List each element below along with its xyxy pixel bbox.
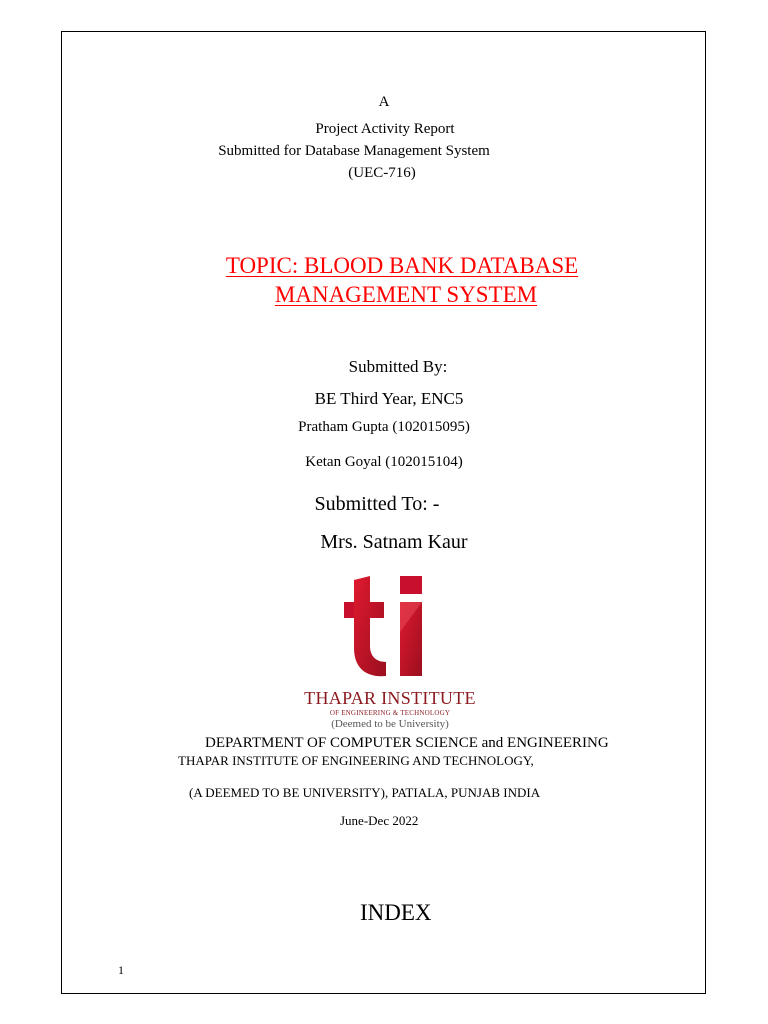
logo-deemed: (Deemed to be University)	[331, 718, 449, 730]
logo-subtitle: OF ENGINEERING & TECHNOLOGY	[329, 709, 451, 717]
department: DEPARTMENT OF COMPUTER SCIENCE and ENGINEERING	[205, 735, 609, 751]
class-line: BE Third Year, ENC5	[314, 389, 464, 408]
report-type: Project Activity Report	[315, 121, 455, 137]
student-1: Pratham Gupta (102015095)	[298, 419, 470, 435]
institute-name: THAPAR INSTITUTE OF ENGINEERING AND TECHNOLOGY,	[178, 753, 534, 768]
index-heading: INDEX	[360, 900, 432, 925]
line-a: A	[378, 94, 390, 110]
ti-logo-mark	[340, 572, 440, 682]
institute-logo	[300, 572, 480, 730]
course-code: (UEC-716)	[348, 165, 416, 181]
location: (A DEEMED TO BE UNIVERSITY), PATIALA, PUNJAB INDIA	[189, 785, 541, 800]
student-2: Ketan Goyal (102015104)	[305, 454, 463, 470]
session: June-Dec 2022	[340, 813, 419, 828]
submitted-to-label: Submitted To: -	[314, 493, 440, 515]
topic-line-2: MANAGEMENT SYSTEM	[274, 282, 538, 307]
logo-institute-name: THAPAR INSTITUTE	[304, 688, 476, 708]
topic-line-1: TOPIC: BLOOD BANK DATABASE	[225, 253, 579, 278]
supervisor-name: Mrs. Satnam Kaur	[320, 531, 468, 553]
submitted-by-label: Submitted By:	[348, 357, 448, 376]
page-number: 1	[118, 963, 124, 977]
submitted-for: Submitted for Database Management System	[218, 143, 490, 159]
